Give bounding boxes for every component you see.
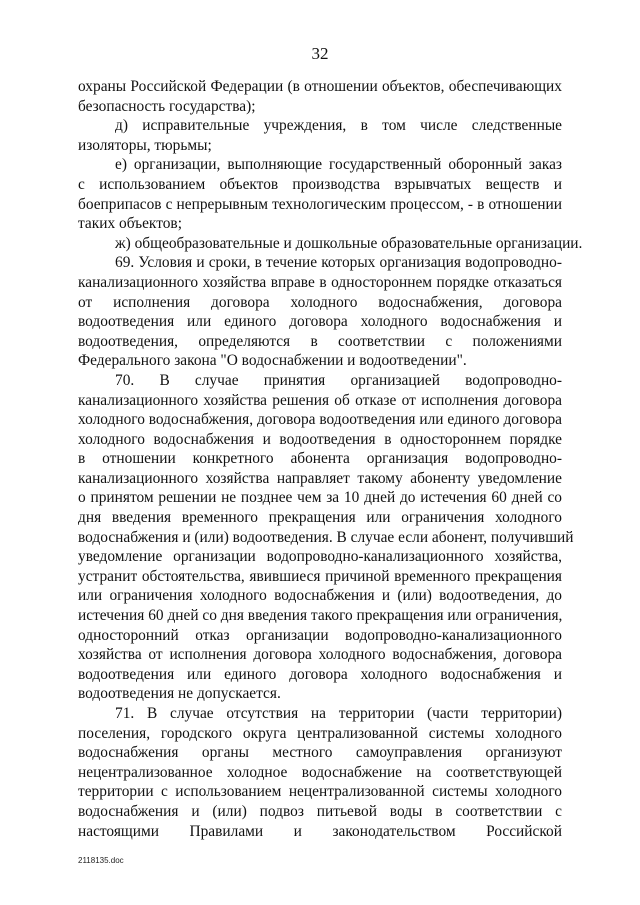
text-line: нецентрализованное холодное водоснабжение на соответствующей: [78, 763, 562, 781]
text-line: территории с использованием нецентрализованной системы холодного: [78, 783, 562, 801]
text-line: канализационного хозяйства направляет такому абоненту уведомление: [78, 469, 562, 487]
text-line: с использованием объектов производства взрывчатых веществ и: [78, 175, 562, 193]
text-line: боеприпасов с непрерывным технологическим процессом, - в отношении: [78, 195, 562, 213]
text-line: холодного водоснабжения и водоотведения в одностороннем порядке: [78, 430, 562, 448]
text-line: односторонний отказ организации водопроводно-канализационного: [78, 626, 562, 644]
text-line: поселения, городского округа централизованной системы холодного: [78, 724, 562, 742]
text-line: 70. В случае принятия организацией водопроводно-: [115, 371, 562, 389]
text-line: настоящими Правилами и законодательством Российской: [78, 822, 562, 840]
text-line: водоотведения не допускается.: [78, 685, 281, 703]
text-line: истечения 60 дней со дня введения такого прекращения или ограничения,: [78, 607, 563, 625]
text-line: о принятом решении не позднее чем за 10 дней до истечения 60 дней со: [78, 489, 562, 507]
text-line: или ограничения холодного водоснабжения и (или) водоотведения, до: [78, 587, 562, 605]
text-line: таких объектов;: [78, 215, 182, 233]
text-line: водоснабжения и (или) подвоз питьевой воды в соответствии с: [78, 802, 562, 820]
text-line: ж) общеобразовательные и дошкольные образовательные организации.: [115, 234, 583, 252]
text-line: водоснабжения и (или) водоотведения. В случае если абонент, получивший: [78, 528, 574, 546]
text-line: Федерального закона "О водоснабжении и водоотведении".: [78, 352, 467, 370]
text-line: водоотведения или единого договора холодного водоснабжения и: [78, 313, 562, 331]
page-number: 32: [311, 44, 329, 63]
text-line: устранит обстоятельства, явившиеся причиной временного прекращения: [78, 567, 562, 585]
text-line: канализационного хозяйства вправе в одностороннем порядке отказаться: [78, 273, 562, 291]
text-line: хозяйства от исполнения договора холодного водоснабжения, договора: [78, 646, 562, 664]
text-line: е) организации, выполняющие государственный оборонный заказ: [115, 156, 562, 174]
text-line: водоснабжения органы местного самоуправления организуют: [78, 744, 562, 762]
text-line: от исполнения договора холодного водоснабжения, договора: [78, 293, 562, 311]
text-line: изоляторы, тюрьмы;: [78, 136, 212, 154]
text-line: водоотведения или единого договора холодного водоснабжения и: [78, 665, 562, 683]
text-line: дня введения временного прекращения или ограничения холодного: [78, 509, 562, 527]
text-line: в отношении конкретного абонента организация водопроводно-: [78, 450, 562, 468]
text-line: 71. В случае отсутствия на территории (части территории): [115, 705, 562, 722]
text-line: охраны Российской Федерации (в отношении объектов, обеспечивающих: [78, 78, 562, 95]
text-line: уведомление организации водопроводно-канализационного хозяйства,: [78, 548, 562, 566]
document-body: [78, 77, 583, 841]
text-line: 69. Условия и сроки, в течение которых организация водопроводно-: [115, 254, 562, 272]
text-line: канализационного хозяйства решения об отказе от исполнения договора: [78, 391, 562, 409]
text-line: водоотведения, определяются в соответствии с положениями: [78, 332, 562, 350]
file-name-footer: 2118135.doc: [78, 856, 124, 865]
text-line: холодного водоснабжения, договора водоотведения или единого договора: [78, 411, 562, 429]
text-line: безопасность государства);: [78, 97, 256, 115]
text-line: д) исправительные учреждения, в том числе следственные: [115, 117, 562, 135]
